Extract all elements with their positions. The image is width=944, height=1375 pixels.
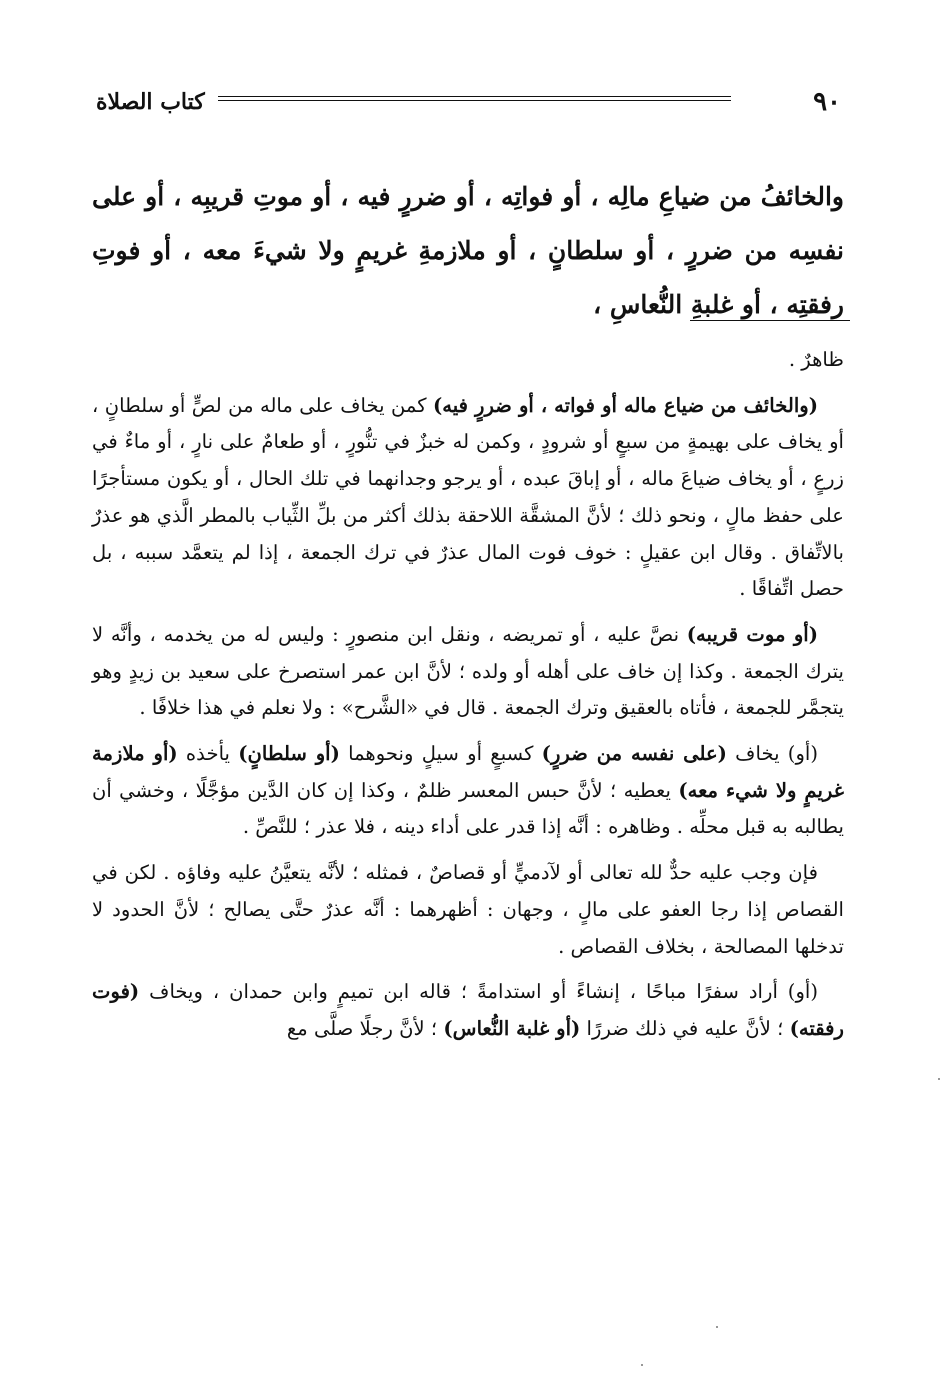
commentary-paragraph-0: [92, 342, 844, 379]
running-header: [96, 86, 841, 120]
scan-speck: [716, 1326, 718, 1328]
commentary-paragraph-2: [92, 617, 844, 727]
quoted-matn: (أو غلبة النُّعاس): [443, 1016, 581, 1040]
page-number: ٩٠: [813, 87, 841, 117]
commentary-text: ظاهرٌ .: [788, 348, 844, 371]
quoted-matn: (أو ملازمة غريمٍ ولا شيء معه): [92, 742, 844, 802]
commentary-text: فإن وجب عليه حدٌّ لله تعالى أو لآدميٍّ أو قصاصٌ ، فمثله ؛ لأنَّه يتعيَّنُ عليه وفاؤه . لكن في القصاص إذا رجا العفو على مالٍ ، وجهان : أظهرهما : أنَّه عذرٌ حتَّى يصالح ؛ لأنَّ الحدود لا تدخلها المصالحة ، بخلاف القصاص .: [92, 861, 844, 958]
commentary-paragraph-1: [92, 388, 844, 608]
scan-speck: [938, 1078, 940, 1080]
header-rule: [218, 96, 731, 101]
footnote-separator: [690, 320, 850, 321]
quoted-matn: (على نفسه من ضررٍ): [541, 742, 727, 766]
scan-speck: [641, 1364, 643, 1366]
commentary-text: يأخذه: [177, 742, 239, 766]
commentary-text: (أو) يخاف: [726, 742, 818, 766]
commentary: [92, 342, 844, 1057]
commentary-paragraph-3: [92, 736, 844, 846]
commentary-paragraph-5: [92, 974, 844, 1047]
commentary-text: ؛ لأنَّ رجلًا صلَّى مع: [286, 1016, 444, 1040]
quoted-matn: (أو سلطانٍ): [238, 742, 340, 766]
quoted-matn: (فوت رفقته): [92, 980, 844, 1040]
commentary-text: نصَّ عليه ، أو تمريضه ، ونقل ابن منصورٍ : وليس له من يخدمه ، وأنَّه لا يترك الجمعة . وكذا إن خاف على أهله أو ولده ؛ لأنَّ ابن عمر استصرخ على سعيد بن زيدٍ وهو يتجمَّر للجمعة ، فأتاه بالعقيق وترك الجمعة . قال في «الشَّرح» : ولا نعلم في هذا خلافًا .: [92, 622, 844, 720]
commentary-text: ؛ لأنَّ عليه في ذلك ضررًا: [580, 1016, 790, 1040]
quoted-matn: (والخائف من ضياع ماله أو فواته ، أو ضررٍ فيه): [432, 393, 818, 417]
quoted-matn: (أو موت قريبه): [686, 622, 818, 646]
commentary-text: كسبعٍ أو سيلٍ ونحوهما: [339, 742, 542, 766]
matn-text: والخائفُ من ضياعِ مالِه ، أو فواتِه ، أو ضررٍ فيه ، أو موتِ قريبِه ، أو على نفسِه من ضررٍ ، أو سلطانٍ ، أو ملازمةِ غريمٍ ولا شيءَ معه ، أو فوتِ رفقتِه ، أو غلبةِ النُّعاسِ ،: [92, 182, 844, 319]
commentary-paragraph-4: [92, 855, 844, 965]
commentary-text: كمن يخاف على ماله من لصٍّ أو سلطانٍ ، أو يخاف على بهيمةٍ من سبعٍ أو شرودٍ ، وكمن له خبزٌ في تنُّورٍ ، أو طعامٌ على نارٍ ، أو ماءٌ في زرعٍ ، أو يخاف ضياعَ ماله ، أو إباقَ عبده ، أو يرجو وجدانهما في تلك الحال ، أو يكون مستأجرًا على حفظ مالٍ ، ونحو ذلك ؛ لأنَّ المشقَّة اللاحقة بذلك أكثر من بلِّ الثِّياب بالمطر الَّذي هو عذرٌ بالاتِّفاق . وقال ابن عقيلٍ : خوف فوت المال عذرٌ في ترك الجمعة ، إذا لم يتعمَّد سببه ، بل حصل اتِّفاقًا .: [92, 393, 844, 601]
commentary-text: يعطيه ؛ لأنَّ حبس المعسر ظلمٌ ، وكذا إن كان الدَّين مؤجَّلًا ، وخشي أن يطالبه به قبل محلِّه . وظاهره : أنَّه إذا قدر على أداء دينه ، فلا عذر ؛ للنَّصِّ .: [92, 778, 844, 839]
commentary-text: (أو) أراد سفرًا مباحًا ، إنشاءً أو استدامةً ؛ قاله ابن تميمٍ وابن حمدان ، ويخاف: [139, 980, 818, 1004]
book-title: كتاب الصلاة: [96, 89, 205, 115]
